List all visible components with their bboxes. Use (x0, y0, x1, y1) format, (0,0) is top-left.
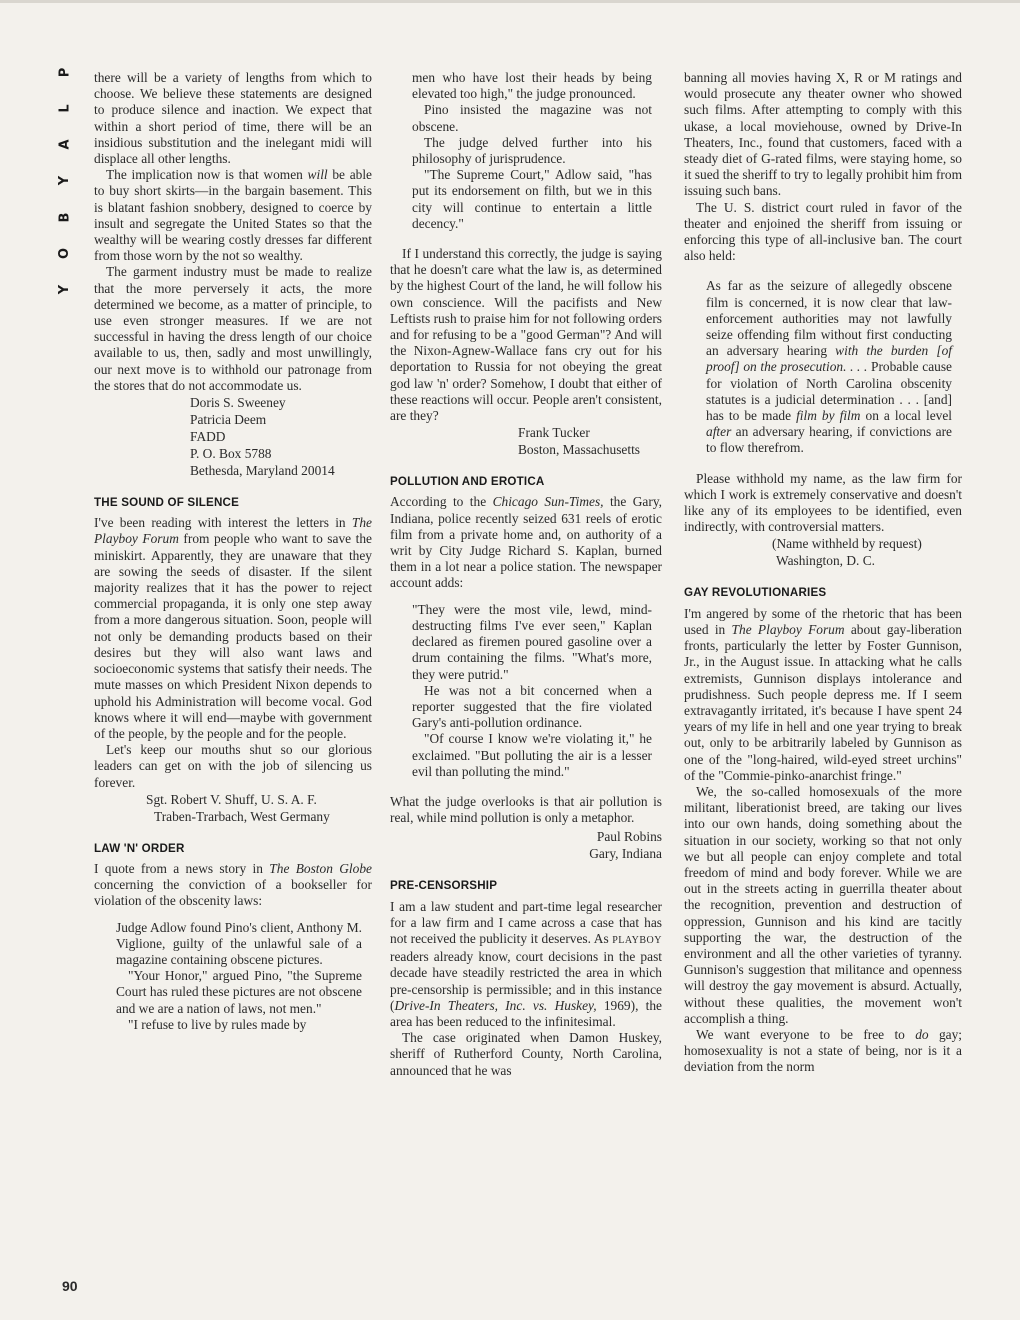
section-heading: PRE-CENSORSHIP (390, 879, 498, 893)
signature-line: Washington, D. C. (776, 553, 875, 569)
signature-line: Patricia Deem (190, 412, 267, 428)
paragraph: According to the Chicago Sun-Times, the Gary, Indiana, police recently seized 631 reels of erotic film from a private home and, on authority of a writ by City Judge Richard S. Kaplan, burned them in a lot near a police station. The newspaper account adds: (390, 494, 662, 591)
masthead-letter: A (57, 139, 73, 150)
masthead-letter: Y (57, 284, 73, 295)
quote-paragraph: men who have lost their heads by being elevated too high," the judge pronounced. (412, 70, 652, 102)
quote-paragraph: Pino insisted the magazine was not obscene. (412, 102, 652, 134)
paragraph: I am a law student and part-time legal researcher for a law firm and I came across a case that has not received the publicity it deserves. As PLAYBOY readers already know, court decisions in the past decade have steadily restricted the area in which pre-censorship is permissible; and in this instance (Drive-In Theaters, Inc. vs. Huskey, 1969), the area has been reduced to the infinitesimal. (390, 898, 662, 1029)
section-heading: THE SOUND OF SILENCE (94, 496, 240, 510)
column-1 (94, 70, 372, 1039)
signature-block (390, 828, 662, 862)
signature-line: (Name withheld by request) (772, 536, 922, 552)
masthead-playboy (50, 66, 80, 296)
column-2 (390, 70, 662, 1079)
quote-paragraph: "Your Honor," argued Pino, "the Supreme Court has ruled these pictures are not obscene and we are a nation of laws, not men." (116, 968, 362, 1016)
paragraph: banning all movies having X, R or M ratings and would prosecute any theater owner who showed such films. After attempting to comply with this ukase, a local moviehouse, owned by Drive-In Theaters, Inc., found that customers, faced with a steady diet of G-rated films, were staying home, so it sued the sheriff to try to legally prohibit him from issuing such bans. (684, 70, 962, 199)
block-quote (706, 278, 952, 456)
quote-paragraph: "They were the most vile, lewd, mind-destructing films I've ever seen," Kaplan declared as firemen poured gasoline over a drum containing the films. "What's more, they were putrid." (412, 601, 652, 682)
signature-line: Frank Tucker (518, 425, 590, 441)
paragraph: I'm angered by some of the rhetoric that has been used in The Playboy Forum about gay-liberation fronts, particularly the letter by Foster Gunnison, Jr., in the August issue. In attacking what he calls extremists, Gunnison displays intolerance and prudishness. Such people depress me. If I seem extravagantly irritated, it's because I have spent 24 years of my life in hell and one year trying to break out, only to be arbitrarily labeled by Gunnison as one of the "long-haired, wild-eyed street urchins" of the "Commie-pinko-anarchist fringe." (684, 605, 962, 783)
paragraph: What the judge overlooks is that air pollution is real, while mind pollution is only a metaphor. (390, 793, 662, 826)
block-quote (412, 70, 652, 232)
paragraph: The garment industry must be made to realize that the more perversely it acts, the more determined we become, as a matter of principle, to use even stronger measures. If we are not successful in having the dress length of our choice available to us, then, sadly and most unwillingly, our next move is to withhold our patronage from the stores that do not accommodate us. (94, 264, 372, 393)
quote-paragraph: Judge Adlow found Pino's client, Anthony M. Viglione, guilty of the unlawful sale of a magazine containing obscene pictures. (116, 919, 362, 967)
signature-line: FADD (190, 429, 226, 445)
paragraph: The implication now is that women will be able to buy short skirts—in the bargain basement. This is blatant fashion snobbery, designed to coerce by insult and segregate the United States so that the wealthy will be wearing costly dresses far different from those worn by the not so wealthy. (94, 167, 372, 264)
column-3 (684, 70, 962, 1076)
quote-paragraph: He was not a bit concerned when a reporter suggested that the fire violated Gary's anti-pollution ordinance. (412, 682, 652, 731)
paragraph: Please withhold my name, as the law firm for which I work is extremely conservative and doesn't like any of its employees to be identified, even indirectly, with controversial matters. (684, 470, 962, 535)
masthead-letter: P (57, 67, 73, 78)
signature-block (190, 394, 372, 479)
block-quote (412, 602, 652, 780)
signature-line: Bethesda, Maryland 20014 (190, 463, 335, 479)
section-heading: POLLUTION AND EROTICA (390, 475, 545, 489)
signature-block (518, 424, 662, 458)
quote-paragraph: As far as the seizure of allegedly obscene film is concerned, it is now clear that law-enforcement authorities may not lawfully seize offending film without first conducting an adversary hearing with the burden [of proof] on the prosecution. . . . Probable cause for violation of North Carolina obscenity statutes is a judicial determination . . . [and] has to be made film by film on a local level after an adversary hearing, if convictions are to flow therefrom. (706, 278, 952, 456)
signature-line: Sgt. Robert V. Shuff, U. S. A. F. (146, 791, 317, 807)
paragraph: Let's keep our mouths shut so our glorious leaders can get on with the job of silencing us forever. (94, 742, 372, 790)
signature-line: P. O. Box 5788 (190, 446, 272, 462)
paragraph: I quote from a news story in The Boston Globe concerning the conviction of a bookseller for violation of the obscenity laws: (94, 860, 372, 909)
paragraph: If I understand this correctly, the judge is saying that he doesn't care what the law is, as determined by the highest Court of the land, he will follow his own conscience. Will the pacifists and New Leftists rush to praise him for not following orders and for refusing to be a "good German"? And will the Nixon-Agnew-Wallace fans cry out for his deportation to Russia for not obeying the great god law 'n' order? Somehow, I doubt that either of these reactions will occur. People aren't consistent, are they? (390, 246, 662, 424)
signature-line: Gary, Indiana (589, 846, 662, 862)
paragraph: The U. S. district court ruled in favor of the theater and enjoined the sheriff from issuing or enforcing this type of all-inclusive ban. The court also held: (684, 199, 962, 264)
paragraph: We want everyone to be free to do gay; homosexuality is not a state of being, nor is it a deviation from the norm (684, 1026, 962, 1075)
paragraph: I've been reading with interest the letters in The Playboy Forum from people who want to save the miniskirt. Apparently, they are unaware that they are sowing the seeds of disaster. If the silent majority realizes that it has the power to reject commercial propaganda, it is only one step away from a more dangerous situation. Soon, people will not only be demanding products based on their desires but they will also want laws and socioeconomic systems that satisfy their needs. The mute masses on which President Nixon depends to uphold his Administration will become vocal. God knows where it will end—maybe with government of the people, by the people and for the people. (94, 515, 372, 741)
signature-line: Boston, Massachusetts (518, 442, 640, 458)
page-number: 90 (62, 1278, 78, 1294)
signature-line: Paul Robins (596, 829, 662, 845)
masthead-letter: L (57, 104, 73, 113)
masthead-letter: O (57, 247, 73, 259)
paragraph: We, the so-called homosexuals of the more militant, liberationist breed, are taking our lives into our own hands, doing something about the situation in our society, working so that not only we but all people can enjoy complete and total freedom of mind and body forever. While we are out in the streets acting in guerrilla theater about the recognition, prevention and destruction of oppression, Gunnison and his kind are tacitly supporting the war, the destruction of the environment and all the other varieties of tyranny. Gunnison's suggestion that militance and openness will destroy the gay movement is absurd. Actually, without these qualities, the movement won't accomplish a thing. (684, 783, 962, 1026)
masthead-letter: Y (57, 176, 73, 186)
signature-block (146, 791, 372, 825)
block-quote (116, 920, 362, 1033)
masthead-letter: B (57, 212, 73, 223)
paragraph: there will be a variety of lengths from which to choose. We believe these statements are designed to produce silence and inaction. We expect that within a short period of time, there will be an insidious substitution and the inelegant midi will displace all other lengths. (94, 70, 372, 167)
quote-paragraph: The judge delved further into his philosophy of jurisprudence. (412, 134, 652, 167)
section-heading: LAW 'N' ORDER (94, 841, 185, 855)
paragraph: The case originated when Damon Huskey, sheriff of Rutherford County, North Carolina, announced that he was (390, 1030, 662, 1078)
section-heading: GAY REVOLUTIONARIES (684, 586, 827, 600)
quote-paragraph: "I refuse to live by rules made by (128, 1016, 307, 1032)
signature-line: Traben-Trarbach, West Germany (154, 808, 330, 824)
top-rule (0, 0, 1020, 3)
quote-paragraph: "Of course I know we're violating it," he exclaimed. "But polluting the air is a lesser evil than polluting the mind." (412, 731, 652, 779)
signature-line: Doris S. Sweeney (190, 395, 286, 411)
signature-block (772, 535, 962, 569)
quote-paragraph: "The Supreme Court," Adlow said, "has put its endorsement on filth, but we in this city will continue to entertain a little decency." (412, 167, 652, 231)
